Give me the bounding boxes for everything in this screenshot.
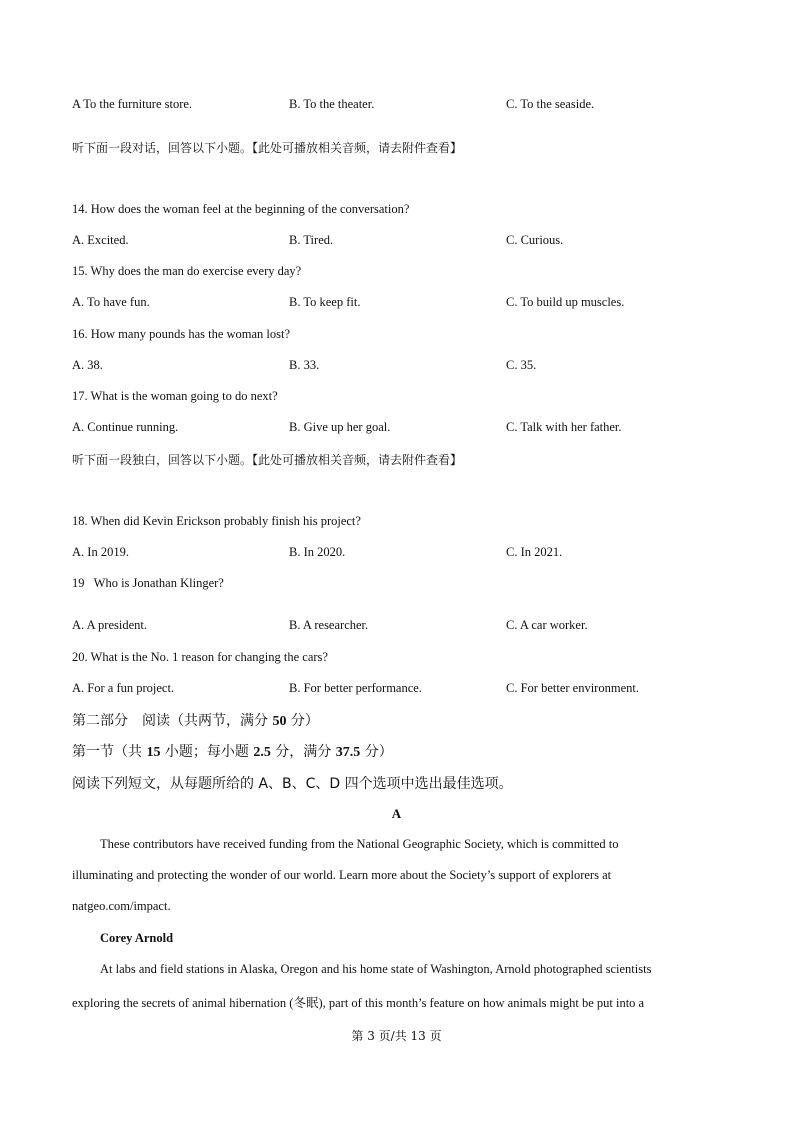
q15-option-a: A. To have fun.	[72, 295, 150, 309]
para1-line-3: natgeo.com/impact.	[72, 899, 171, 913]
instruction-monologue: 听下面一段独白，回答以下小题。【此处可播放相关音频，请去附件查看】	[72, 453, 463, 467]
q18-option-b: B. In 2020.	[289, 545, 346, 559]
section1-heading: 第一节（共 15 小题；每小题 2.5 分，满分 37.5 分）	[72, 744, 393, 760]
q18-question: 18. When did Kevin Erickson probably finish his project?	[72, 514, 361, 528]
q19-option-a: A. A president.	[72, 618, 147, 632]
q15-question: 15. Why does the man do exercise every day?	[72, 264, 302, 278]
q13-option-b: B. To the theater.	[289, 97, 375, 111]
q18-option-c: C. In 2021.	[506, 545, 563, 559]
instruction-dialog: 听下面一段对话，回答以下小题。【此处可播放相关音频，请去附件查看】	[72, 141, 463, 155]
q20-option-a: A. For a fun project.	[72, 681, 175, 695]
para2-line-2: exploring the secrets of animal hibernation (冬眠), part of this month’s feature on how animals might be put into a	[72, 996, 645, 1010]
q17-question: 17. What is the woman going to do next?	[72, 389, 278, 403]
q19-option-c: C. A car worker.	[506, 618, 588, 632]
q20-option-b: B. For better performance.	[289, 681, 422, 695]
q14-option-a: A. Excited.	[72, 233, 129, 247]
q16-option-c: C. 35.	[506, 358, 537, 372]
q14-question: 14. How does the woman feel at the beginning of the conversation?	[72, 202, 410, 216]
q16-option-a: A. 38.	[72, 358, 103, 372]
q16-question: 16. How many pounds has the woman lost?	[72, 327, 291, 341]
para1-line-2: illuminating and protecting the wonder of our world. Learn more about the Society’s support of explorers at	[72, 868, 612, 882]
q19-option-b: B. A researcher.	[289, 618, 369, 632]
para1-line-1: These contributors have received funding from the National Geographic Society, which is committed to	[100, 837, 619, 851]
q13-option-a: A To the furniture store.	[72, 97, 193, 111]
q17-option-c: C. Talk with her father.	[506, 420, 622, 434]
q18-option-a: A. In 2019.	[72, 545, 129, 559]
q17-option-a: A. Continue running.	[72, 420, 179, 434]
para2-line-1: At labs and field stations in Alaska, Oregon and his home state of Washington, Arnold photographed scientists	[100, 962, 652, 976]
reading-instruction: 阅读下列短文，从每题所给的 A、B、C、D 四个选项中选出最佳选项。	[72, 776, 513, 792]
part2-heading: 第二部分 阅读（共两节，满分 50 分）	[72, 713, 319, 729]
q20-option-c: C. For better environment.	[506, 681, 639, 695]
q15-option-c: C. To build up muscles.	[506, 295, 625, 309]
q20-question: 20. What is the No. 1 reason for changing the cars?	[72, 650, 328, 664]
page-footer: 第 3 页/共 13 页	[351, 1029, 442, 1043]
passage-label: A	[391, 806, 402, 821]
q14-option-c: C. Curious.	[506, 233, 564, 247]
q13-option-c: C. To the seaside.	[506, 97, 595, 111]
subhead: Corey Arnold	[100, 931, 174, 945]
q19-question: 19 Who is Jonathan Klinger?	[72, 576, 224, 590]
q17-option-b: B. Give up her goal.	[289, 420, 391, 434]
q14-option-b: B. Tired.	[289, 233, 334, 247]
q15-option-b: B. To keep fit.	[289, 295, 361, 309]
q16-option-b: B. 33.	[289, 358, 320, 372]
